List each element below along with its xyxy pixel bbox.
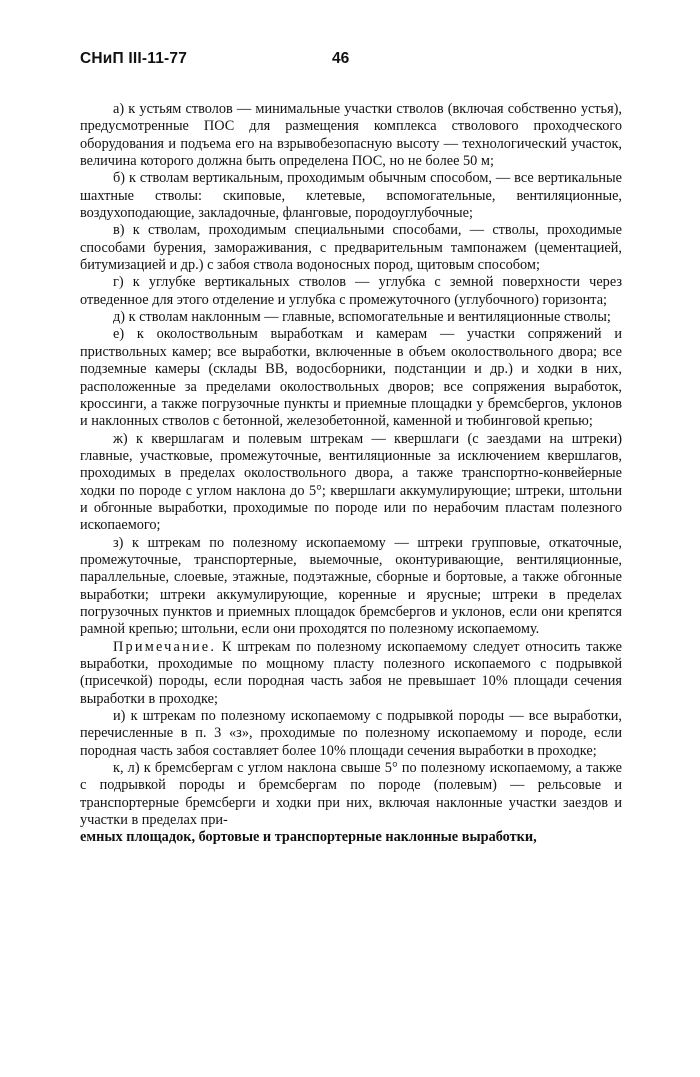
- page-number: 46: [332, 50, 350, 67]
- item-v: в) к стволам, проходимым специальными способами, — стволы, проходимые способами бурения, замораживания, с предварительным тампонажем (цементацией, битумизацией и др.) с забоя ствола водоносных пород, щитовым способом;: [80, 222, 622, 274]
- item-g: г) к углубке вертикальных стволов — углубка с земной поверхности через отведенное для этого отделение и углубка с промежуточного (углубочного) горизонта;: [80, 274, 622, 308]
- item-b: б) к стволам вертикальным, проходимым обычным способом, — все вертикальные шахтные стволы: скиповые, клетевые, вспомогательные, вентиляционные, воздухоподающие, закладочные, фланговые, породоуглубочные;: [80, 170, 622, 222]
- item-d: д) к стволам наклонным — главные, вспомогательные и вентиляционные стволы;: [113, 309, 611, 326]
- document-code: СНиП III-11-77: [80, 50, 188, 67]
- item-zh: ж) к квершлагам и полевым штрекам — квершлаги (с заездами на штреки) главные, участковые, промежуточные, вентиляционные за исключением квершлагов, проходимых в пределах околоствольного двора, а также транспортно-конвейерные ходки по породе с углом наклона до 5°; квершлаги аккумулирующие; штреки, штольни и обгонные выработки, проходимые по породе или по нерабочим пластам полезного ископаемого;: [80, 430, 622, 534]
- item-kl-bold-line: емных площадок, бортовые и транспортерные наклонные выработки,: [80, 829, 537, 846]
- document-body: [80, 101, 622, 847]
- item-z: з) к штрекам по полезному ископаемому — штреки групповые, откаточные, промежуточные, транспортерные, выемочные, оконтуривающие, вентиляционные, параллельные, слоевые, этажные, подэтажные, сборные и бортовые, а также обгонные выработки; штреки аккумулирующие, коренные и ярусные; штреки в пределах погрузочных пунктов и приемных площадок бремсбергов и уклонов, если они крепятся рамной крепью; штольни, если они проходятся по полезному ископаемому.: [80, 534, 622, 638]
- note-text: К штрекам по полезному ископаемому следует относить также выработки, проходимые по мощному пласту полезного ископаемого с подрывкой (присечкой) породы, если породная часть забоя не превышает 10% площади сечения выработки в проходке;: [80, 638, 622, 707]
- item-n: и) к штрекам по полезному ископаемому с подрывкой породы — все выработки, перечисленные в п. 3 «з», проходимые по полезному ископаемому и породе, если породная часть забоя составляет более 10% площади сечения выработки в проходке;: [80, 708, 622, 759]
- item-kl: [80, 760, 622, 847]
- item-kl-text: к, л) к бремсбергам с углом наклона свыше 5° по полезному ископаемому, а также с подрывкой породы и бремсбергам по породе (полевым) — рельсовые и транспортерные бремсберги и ходки при них, включая наклонные участки заездов и участки в пределах при-: [80, 760, 622, 829]
- item-a: а) к устьям стволов — минимальные участки стволов (включая собственно устья), предусмотренные ПОС для размещения комплекса стволового проходческого оборудования и подъема его на взрывобезопасную высоту — технологический участок, величина которого должна быть определена ПОС, но не более 50 м;: [80, 101, 622, 170]
- page-header: [80, 50, 620, 76]
- item-e: е) к околоствольным выработкам и камерам — участки сопряжений и приствольных камер; все выработки, включенные в объем околоствольного двора; все подземные камеры (склады ВВ, водосборники, подстанции и др.) и ходки в них, расположенные за пределами околоствольных дворов; все сопряжения выработок, кроссинги, а также погрузочные пункты и приемные площадки у бремсбергов, уклонов и наклонных стволов с бетонной, железобетонной, каменной и тюбинговой крепью;: [80, 326, 622, 430]
- note-paragraph: [80, 639, 622, 708]
- note-label: Примечание.: [113, 638, 217, 655]
